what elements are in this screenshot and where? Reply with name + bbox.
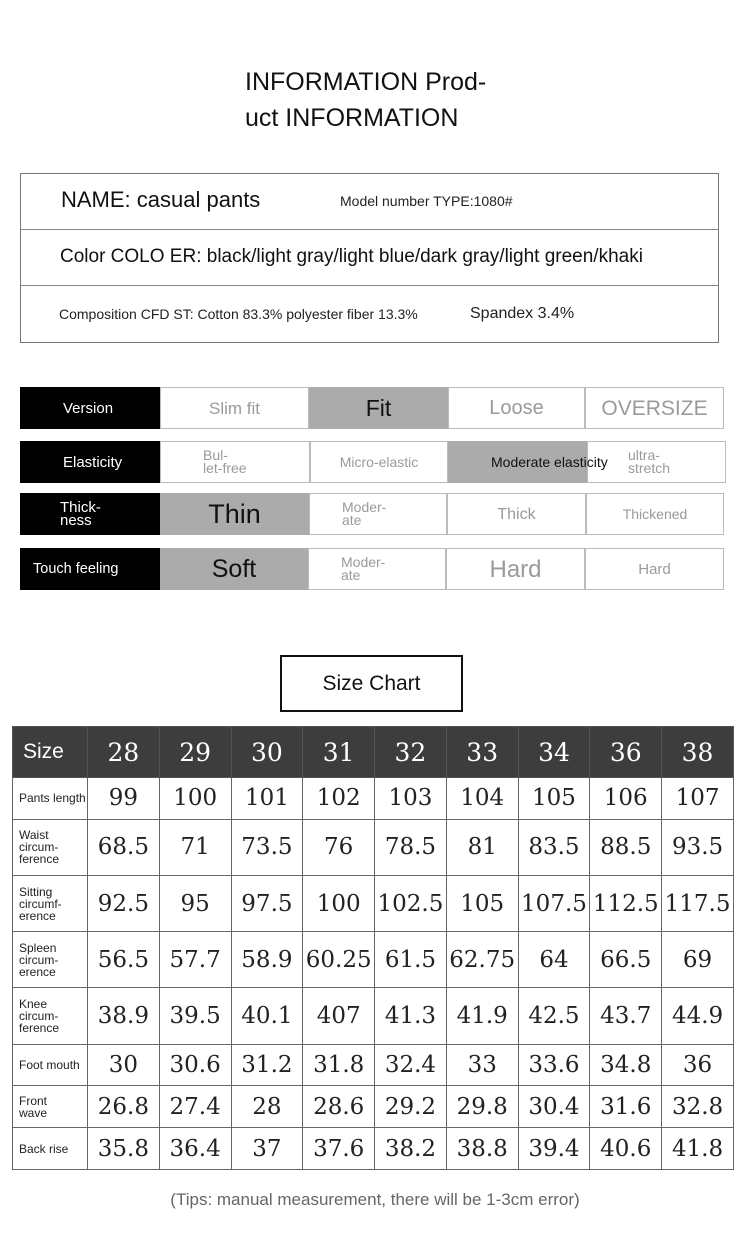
attribute-option: Hard: [446, 548, 585, 590]
table-cell: 27.4: [159, 1086, 231, 1128]
info-row-color: [21, 230, 718, 286]
table-cell: 62.75: [446, 932, 518, 988]
table-cell: 41.8: [662, 1128, 734, 1170]
table-cell: 33: [446, 1044, 518, 1086]
attribute-option: Bul- let-free: [160, 441, 310, 483]
table-cell: 29.2: [375, 1086, 447, 1128]
table-cell: 73.5: [231, 819, 303, 875]
size-table: [12, 726, 734, 1170]
table-cell: 107: [662, 778, 734, 820]
table-row: [13, 1128, 734, 1170]
table-cell: 26.8: [88, 1086, 160, 1128]
row-label: Knee circum- ference: [13, 988, 88, 1044]
size-header-cell: 36: [590, 727, 662, 778]
size-header-cell: 28: [88, 727, 160, 778]
table-cell: 34.8: [590, 1044, 662, 1086]
table-cell: 78.5: [375, 819, 447, 875]
size-header-label: Size: [13, 727, 88, 778]
table-cell: 41.9: [446, 988, 518, 1044]
attribute-option: Moderate elasticity: [448, 441, 587, 483]
table-cell: 69: [662, 932, 734, 988]
table-cell: 68.5: [88, 819, 160, 875]
table-cell: 66.5: [590, 932, 662, 988]
size-header-cell: 32: [375, 727, 447, 778]
table-cell: 37: [231, 1128, 303, 1170]
size-header-row: [13, 727, 734, 778]
table-cell: 38.2: [375, 1128, 447, 1170]
row-label: Foot mouth: [13, 1044, 88, 1086]
table-cell: 38.9: [88, 988, 160, 1044]
table-cell: 60.25: [303, 932, 375, 988]
spandex: Spandex 3.4%: [470, 305, 575, 322]
size-chart-button[interactable]: Size Chart: [280, 655, 463, 712]
row-label: Front wave: [13, 1086, 88, 1128]
attribute-label: Touch feeling: [20, 548, 160, 590]
table-row: [13, 778, 734, 820]
table-cell: 43.7: [590, 988, 662, 1044]
table-cell: 38.8: [446, 1128, 518, 1170]
table-cell: 31.6: [590, 1086, 662, 1128]
table-cell: 36.4: [159, 1128, 231, 1170]
size-header-cell: 34: [518, 727, 590, 778]
table-cell: 106: [590, 778, 662, 820]
size-header-cell: 30: [231, 727, 303, 778]
model-number: Model number TYPE:1080#: [340, 193, 513, 209]
table-row: [13, 819, 734, 875]
table-cell: 40.6: [590, 1128, 662, 1170]
table-cell: 102.5: [375, 875, 447, 931]
attribute-option: Thick: [447, 493, 586, 535]
product-colors: Color COLO ER: black/light gray/light blue/dark gray/light green/khaki: [60, 246, 643, 267]
info-row-composition: [21, 286, 718, 343]
table-cell: 39.5: [159, 988, 231, 1044]
table-cell: 39.4: [518, 1128, 590, 1170]
table-cell: 92.5: [88, 875, 160, 931]
attribute-option: Moder- ate: [309, 493, 447, 535]
table-row: [13, 988, 734, 1044]
attribute-option: Micro-elastic: [310, 441, 448, 483]
size-header-cell: 29: [159, 727, 231, 778]
table-cell: 105: [518, 778, 590, 820]
page-title: [245, 64, 545, 136]
title-line-2: uct INFORMATION: [245, 104, 459, 132]
table-cell: 31.2: [231, 1044, 303, 1086]
table-row: [13, 875, 734, 931]
table-row: [13, 932, 734, 988]
table-cell: 32.8: [662, 1086, 734, 1128]
size-header-cell: 33: [446, 727, 518, 778]
table-cell: 104: [446, 778, 518, 820]
size-header-cell: 38: [662, 727, 734, 778]
table-cell: 407: [303, 988, 375, 1044]
table-cell: 42.5: [518, 988, 590, 1044]
attribute-label: Elasticity: [20, 441, 160, 483]
table-cell: 33.6: [518, 1044, 590, 1086]
table-cell: 117.5: [662, 875, 734, 931]
row-label: Pants length: [13, 778, 88, 820]
table-cell: 61.5: [375, 932, 447, 988]
table-cell: 44.9: [662, 988, 734, 1044]
table-cell: 41.3: [375, 988, 447, 1044]
table-cell: 107.5: [518, 875, 590, 931]
attribute-label: Thick- ness: [20, 493, 160, 535]
table-row: [13, 1086, 734, 1128]
table-cell: 88.5: [590, 819, 662, 875]
table-cell: 71: [159, 819, 231, 875]
table-cell: 30.4: [518, 1086, 590, 1128]
table-cell: 97.5: [231, 875, 303, 931]
table-cell: 36: [662, 1044, 734, 1086]
table-cell: 83.5: [518, 819, 590, 875]
row-label: Waist circum- ference: [13, 819, 88, 875]
table-cell: 35.8: [88, 1128, 160, 1170]
table-cell: 56.5: [88, 932, 160, 988]
table-cell: 95: [159, 875, 231, 931]
table-cell: 81: [446, 819, 518, 875]
table-cell: 93.5: [662, 819, 734, 875]
table-cell: 103: [375, 778, 447, 820]
size-header-cell: 31: [303, 727, 375, 778]
size-table-body: [13, 778, 734, 1170]
table-cell: 32.4: [375, 1044, 447, 1086]
product-name: NAME: casual pants: [61, 187, 261, 212]
table-cell: 57.7: [159, 932, 231, 988]
table-cell: 58.9: [231, 932, 303, 988]
table-row: [13, 1044, 734, 1086]
attribute-option: Hard: [585, 548, 724, 590]
row-label: Spleen circum- erence: [13, 932, 88, 988]
title-line-1: INFORMATION Prod-: [245, 68, 487, 96]
measurement-tip: (Tips: manual measurement, there will be 1-3cm error): [170, 1190, 580, 1209]
attribute-option: Moder- ate: [308, 548, 446, 590]
row-label: Back rise: [13, 1128, 88, 1170]
attribute-option: Loose: [448, 387, 585, 429]
table-cell: 64: [518, 932, 590, 988]
table-cell: 28.6: [303, 1086, 375, 1128]
table-cell: 100: [303, 875, 375, 931]
table-cell: 102: [303, 778, 375, 820]
attribute-option: OVERSIZE: [585, 387, 724, 429]
attribute-option: ultra- stretch: [587, 441, 726, 483]
attribute-option: Thickened: [586, 493, 724, 535]
attribute-option: Slim fit: [160, 387, 309, 429]
table-cell: 31.8: [303, 1044, 375, 1086]
table-cell: 29.8: [446, 1086, 518, 1128]
table-cell: 30.6: [159, 1044, 231, 1086]
table-cell: 28: [231, 1086, 303, 1128]
composition: Composition CFD ST: Cotton 83.3% polyester fiber 13.3%: [59, 306, 418, 322]
table-cell: 99: [88, 778, 160, 820]
table-cell: 40.1: [231, 988, 303, 1044]
table-cell: 101: [231, 778, 303, 820]
table-cell: 76: [303, 819, 375, 875]
table-cell: 112.5: [590, 875, 662, 931]
info-row-name: [21, 174, 718, 230]
table-cell: 30: [88, 1044, 160, 1086]
product-info-box: [20, 173, 719, 343]
attribute-label: Version: [20, 387, 160, 429]
row-label: Sitting circumf- erence: [13, 875, 88, 931]
table-cell: 100: [159, 778, 231, 820]
table-cell: 105: [446, 875, 518, 931]
attribute-option: Fit: [309, 387, 448, 429]
table-cell: 37.6: [303, 1128, 375, 1170]
attribute-option: Soft: [160, 548, 308, 590]
attribute-option: Thin: [160, 493, 309, 535]
